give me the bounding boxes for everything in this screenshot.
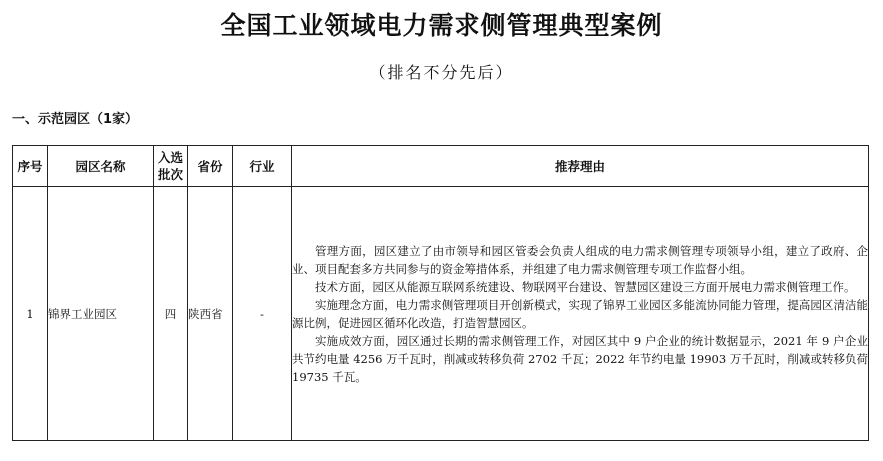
section-heading: 一、示范园区（1家） bbox=[12, 112, 139, 127]
header-industry: 行业 bbox=[233, 146, 292, 187]
reason-paragraph-management: 管理方面，园区建立了由市领导和园区管委会负责人组成的电力需求侧管理专项领导小组，建立了政府、企业、项目配套多方共同参与的资金筹措体系，并组建了电力需求侧管理专项工作监督小组。 bbox=[292, 243, 868, 276]
document-title: 全国工业领域电力需求侧管理典型案例 bbox=[220, 11, 663, 40]
table-row bbox=[13, 187, 869, 441]
header-batch: 入选批次 bbox=[154, 146, 188, 187]
table-header-row bbox=[13, 146, 869, 187]
cell-index: 1 bbox=[13, 187, 48, 441]
cell-batch: 四 bbox=[154, 187, 188, 441]
reason-paragraph-concept: 实施理念方面，电力需求侧管理项目开创新模式，实现了锦界工业园区多能流协同能力管理，提高园区清洁能源比例，促进园区循环化改造，打造智慧园区。 bbox=[292, 297, 868, 330]
cell-reason bbox=[292, 187, 869, 441]
reason-paragraph-technology: 技术方面，园区从能源互联网系统建设、物联网平台建设、智慧园区建设三方面开展电力需求侧管理工作。 bbox=[315, 279, 856, 294]
header-park-name: 园区名称 bbox=[48, 146, 154, 187]
reason-paragraph-results: 实施成效方面，园区通过长期的需求侧管理工作，对园区其中 9 户企业的统计数据显示，2021 年 9 户企业共节约电量 4256 万千瓦时，削减或转移负荷 2702 千瓦；2022 年节约电量 19903 万千瓦时，削减或转移负荷 19735 千瓦。 bbox=[292, 333, 868, 384]
document-subtitle: （排名不分先后） bbox=[369, 63, 514, 82]
cell-industry: - bbox=[233, 187, 292, 441]
cell-province: 陕西省 bbox=[188, 187, 233, 441]
case-table bbox=[12, 145, 869, 441]
header-province: 省份 bbox=[188, 146, 233, 187]
header-index: 序号 bbox=[13, 146, 48, 187]
header-reason: 推荐理由 bbox=[292, 146, 869, 187]
cell-park-name: 锦界工业园区 bbox=[48, 187, 154, 441]
